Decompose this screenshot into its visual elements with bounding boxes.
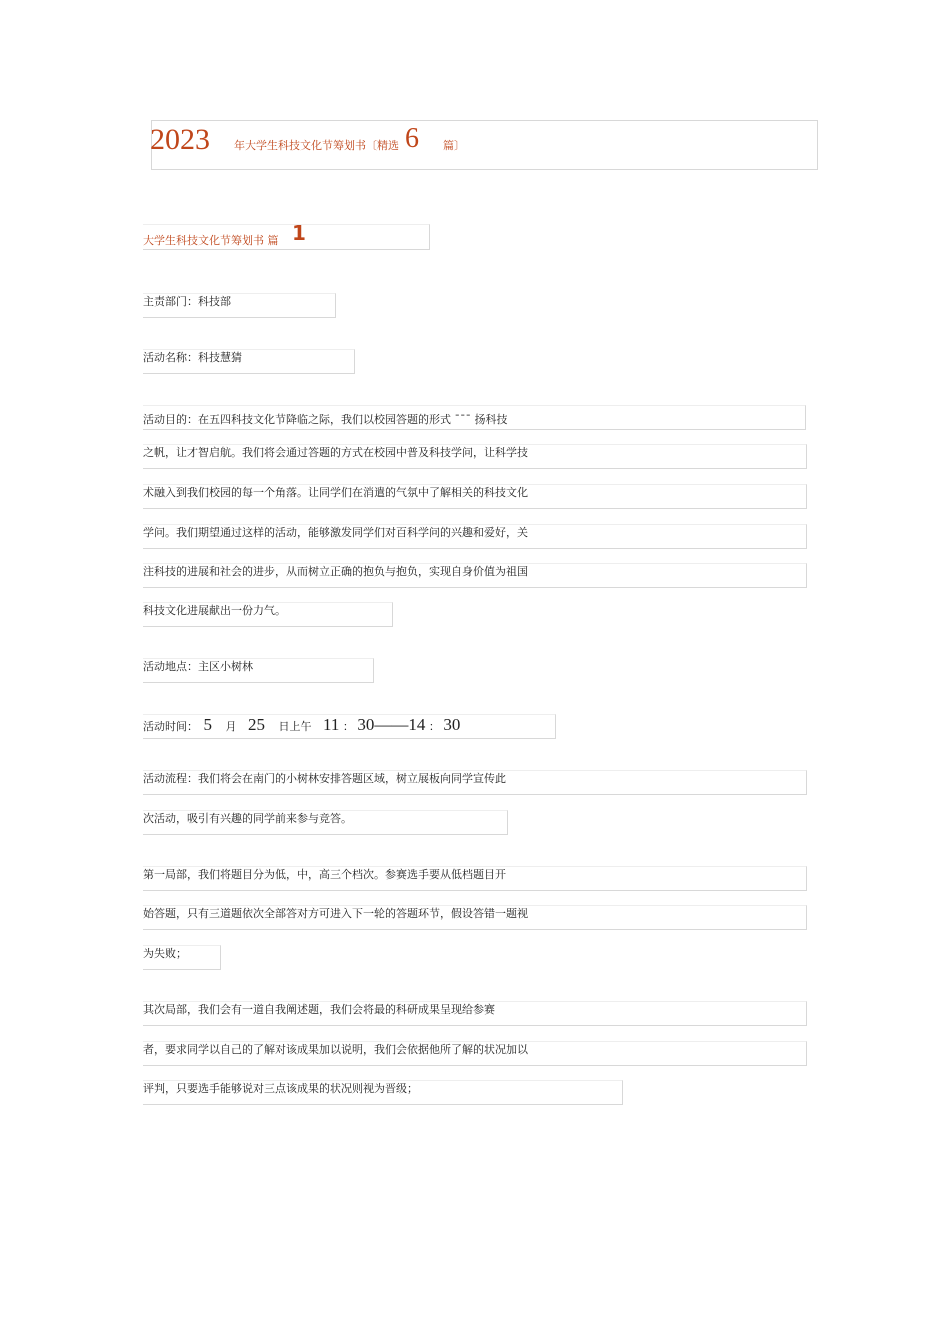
text-line-purpose-1: 活动目的：在五四科技文化节降临之际，我们以校园答题的形式 ¯¯¯ 扬科技 (143, 405, 806, 430)
text-line-process-2: 次活动，吸引有兴趣的同学前来参与竞答。 (143, 810, 508, 835)
title-count: 6 (405, 123, 419, 154)
text-line-time (143, 714, 556, 739)
text-line-purpose-4: 学问。我们期望通过这样的活动，能够激发同学们对百科学问的兴趣和爱好，关 (143, 524, 807, 549)
text-line-purpose-6: 科技文化进展献出一份力气。 (143, 602, 393, 627)
section-heading (143, 221, 430, 250)
time-range: 30——14 (357, 715, 426, 734)
title-middle: 年大学生科技文化节筹划书〔精选 (234, 139, 399, 152)
text-line-purpose-2: 之帆，让才智启航。我们将会通过答题的方式在校园中普及科技学问，让科学技 (143, 444, 807, 469)
text-line-round1-3: 为失败； (143, 945, 221, 970)
text-line-activity-name: 活动名称：科技慧猜 (143, 349, 355, 374)
time-sep-end: ： (428, 720, 440, 733)
time-sep-start: ： (342, 720, 354, 733)
time-month-number: 5 (203, 715, 212, 734)
text-line-purpose-5: 注科技的进展和社会的进步，从而树立正确的抱负与抱负，实现自身价值为祖国 (143, 563, 807, 588)
text-line-round1-1: 第一局部，我们将题目分为低，中，高三个档次。参赛选手要从低档题目开 (143, 866, 807, 891)
time-day: 日上午 (278, 720, 312, 733)
time-minute-end: 30 (443, 715, 461, 734)
document-title (151, 120, 818, 170)
time-day-number: 25 (248, 715, 265, 734)
text-line-department: 主责部门：科技部 (143, 293, 336, 318)
text-line-location: 活动地点：主区小树林 (143, 658, 374, 683)
text-line-round2-1: 其次局部，我们会有一道自我阐述题，我们会将最的科研成果呈现给参赛 (143, 1001, 807, 1026)
time-label: 活动时间： (143, 720, 198, 733)
title-suffix: 篇〕 (443, 139, 465, 152)
time-month: 月 (225, 720, 237, 733)
section-heading-number: 1 (292, 221, 306, 245)
title-year: 2023 (150, 123, 210, 156)
section-heading-text: 大学生科技文化节筹划书 篇 (143, 234, 279, 247)
text-line-purpose-3: 术融入到我们校园的每一个角落。让同学们在消遣的气氛中了解相关的科技文化 (143, 484, 807, 509)
text-line-process-1: 活动流程：我们将会在南门的小树林安排答题区域，树立展板向同学宣传此 (143, 770, 807, 795)
time-hour-start: 11 (323, 715, 340, 734)
text-line-round2-3: 评判，只要选手能够说对三点该成果的状况则视为晋级； (143, 1080, 623, 1105)
text-line-round1-2: 始答题，只有三道题依次全部答对方可进入下一轮的答题环节，假设答错一题视 (143, 905, 807, 930)
text-line-round2-2: 者，要求同学以自己的了解对该成果加以说明，我们会依据他所了解的状况加以 (143, 1041, 807, 1066)
